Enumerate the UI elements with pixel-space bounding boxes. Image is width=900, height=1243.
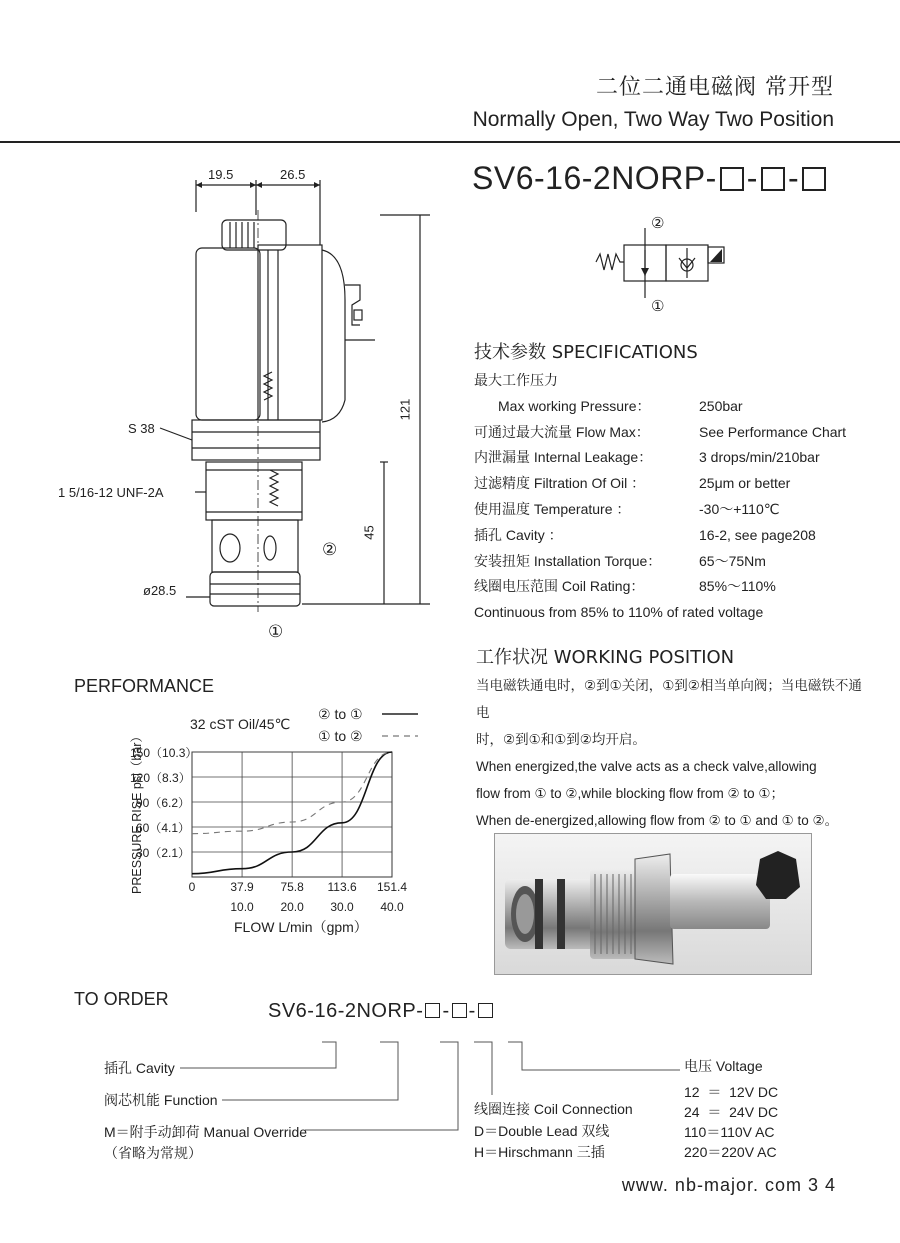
product-photo-drawing [495, 834, 811, 974]
order-voltage-option: 110＝110V AC [684, 1124, 775, 1140]
legend-dashed-label: ① to ② [318, 728, 363, 744]
header-title-en: Normally Open, Two Way Two Position [472, 108, 834, 131]
chart-x-tick-lpm: 37.9 [230, 880, 254, 894]
spec-label: 线圈电压范围 Coil Rating： [474, 578, 645, 595]
spec-row [474, 394, 874, 420]
header-divider [0, 141, 900, 143]
chart-x-tick-gpm: 40.0 [380, 900, 404, 914]
symbol-port-1: ① [651, 298, 665, 315]
model-code-text: SV6-16-2NORP- [472, 160, 717, 196]
valve-drawing [60, 160, 440, 650]
spec-label: 过滤精度 Filtration Of Oil ： [474, 475, 646, 492]
working-position-text [476, 672, 866, 834]
chart-condition: 32 cST Oil/45℃ [190, 716, 291, 732]
spec-label: Max working Pressure： [498, 397, 651, 414]
model-code: SV6-16-2NORP- - - [472, 160, 829, 197]
spec-row [474, 523, 874, 549]
diameter-label: ø28.5 [143, 583, 177, 598]
order-model-text: SV6-16-2NORP- [268, 1000, 424, 1022]
chart-x-tick-gpm: 30.0 [330, 900, 354, 914]
chart-x-tick-lpm: 151.4 [376, 880, 408, 894]
chart-x-tick-lpm: 0 [188, 880, 196, 894]
spec-note: Continuous from 85% to 110% of rated voltage [474, 604, 764, 621]
order-coil-option: H＝Hirschmann 三插 [474, 1144, 605, 1160]
chart-y-tick: 120（8.3） [130, 771, 191, 785]
chart-x-tick-lpm: 75.8 [280, 880, 304, 894]
spec-value: 16-2, see page208 [699, 526, 816, 543]
order-voltage-option: 220＝220V AC [684, 1144, 777, 1160]
wp-line: 时，②到①和①到②均开启。 [476, 732, 646, 747]
dim-top-right: 26.5 [280, 167, 306, 182]
wp-line: 当电磁铁通电时，②到①关闭，①到②相当单向阀；当电磁铁不通电 [476, 678, 862, 720]
spec-row [474, 420, 874, 446]
order-box [478, 1003, 493, 1018]
chart-y-tick: 90（6.2） [135, 796, 190, 810]
performance-title: PERFORMANCE [74, 676, 215, 696]
legend-solid-label: ② to ① [318, 706, 363, 722]
chart-x-tick-gpm: 10.0 [230, 900, 254, 914]
working-position-title: 工作状况 WORKING POSITION [476, 647, 735, 668]
port-1-label: ① [268, 622, 284, 641]
product-photo [494, 833, 812, 975]
order-voltage-option: 24 ＝ 24V DC [684, 1104, 779, 1120]
thread-label: 1 5/16-12 UNF-2A [58, 485, 164, 500]
spec-value: -30～+110℃ [699, 500, 780, 517]
specs-title: 技术参数 SPECIFICATIONS [474, 342, 698, 363]
spec-label: 使用温度 Temperature ： [474, 500, 631, 517]
spec-row [474, 549, 874, 575]
order-box [425, 1003, 440, 1018]
hex-label: S 38 [128, 421, 155, 436]
order-function: 阀芯机能 Function [104, 1092, 218, 1108]
chart-y-tick: 60（4.1） [135, 821, 190, 835]
footer-website: www. nb-major. com 3 4 [621, 1175, 836, 1195]
spec-label: 最大工作压力 [474, 372, 558, 388]
spec-label: 插孔 Cavity ： [474, 526, 563, 543]
order-cavity: 插孔 Cavity [104, 1060, 175, 1076]
spec-row [474, 445, 874, 471]
spec-value: See Performance Chart [699, 423, 847, 440]
hydraulic-symbol [590, 210, 740, 310]
wp-line: When energized,the valve acts as a check valve,allowing [476, 759, 817, 774]
dim-top-left: 19.5 [208, 167, 234, 182]
spec-row [474, 471, 874, 497]
model-box [720, 167, 744, 191]
spec-row [474, 574, 874, 600]
model-box [761, 167, 785, 191]
order-title: TO ORDER [74, 989, 169, 1009]
chart-xlabel: FLOW L/min（gpm） [234, 919, 368, 935]
dim-lower: 45 [361, 525, 377, 540]
spec-label: 安装扭矩 Installation Torque： [474, 552, 662, 569]
model-box [802, 167, 826, 191]
specs-table [474, 368, 874, 626]
spec-value: 85%～110% [699, 578, 776, 595]
chart-x-tick-gpm: 20.0 [280, 900, 304, 914]
spec-value: 65～75Nm [699, 552, 766, 569]
header-title-cn: 二位二通电磁阀 常开型 [596, 75, 834, 100]
order-voltage-option: 12 ＝ 12V DC [684, 1084, 779, 1100]
symbol-port-2: ② [651, 215, 665, 232]
spec-label: 可通过最大流量 Flow Max： [474, 423, 650, 440]
dim-height: 121 [397, 398, 413, 421]
chart-y-tick: 150（10.3） [130, 746, 198, 760]
spec-value: 250bar [699, 397, 743, 414]
spec-value: 25μm or better [699, 475, 791, 492]
order-coil-option: D＝Double Lead 双线 [474, 1123, 610, 1139]
order-model: SV6-16-2NORP- - - [268, 1000, 495, 1023]
order-manual-override: M＝附手动卸荷 Manual Override [104, 1124, 308, 1140]
chart-ylabel: PRESSURE RISE psi（bar） [130, 730, 144, 894]
order-coil-title: 线圈连接 Coil Connection [474, 1101, 633, 1117]
wp-line: flow from ① to ②,while blocking flow from ② to ①； [476, 786, 784, 801]
wp-line: When de-energized,allowing flow from ② to ① and ① to ②。 [476, 813, 839, 828]
spec-row [474, 497, 874, 523]
port-2-label: ② [322, 540, 338, 559]
spec-label: 内泄漏量 Internal Leakage： [474, 449, 653, 466]
order-manual-note: （省略为常规） [104, 1145, 202, 1161]
chart-x-tick-lpm: 113.6 [327, 880, 357, 894]
chart-y-tick: 30（2.1） [135, 846, 190, 860]
order-voltage-title: 电压 Voltage [684, 1058, 763, 1074]
order-box [452, 1003, 467, 1018]
spec-value: 3 drops/min/210bar [699, 449, 820, 466]
spec-row [474, 368, 874, 394]
